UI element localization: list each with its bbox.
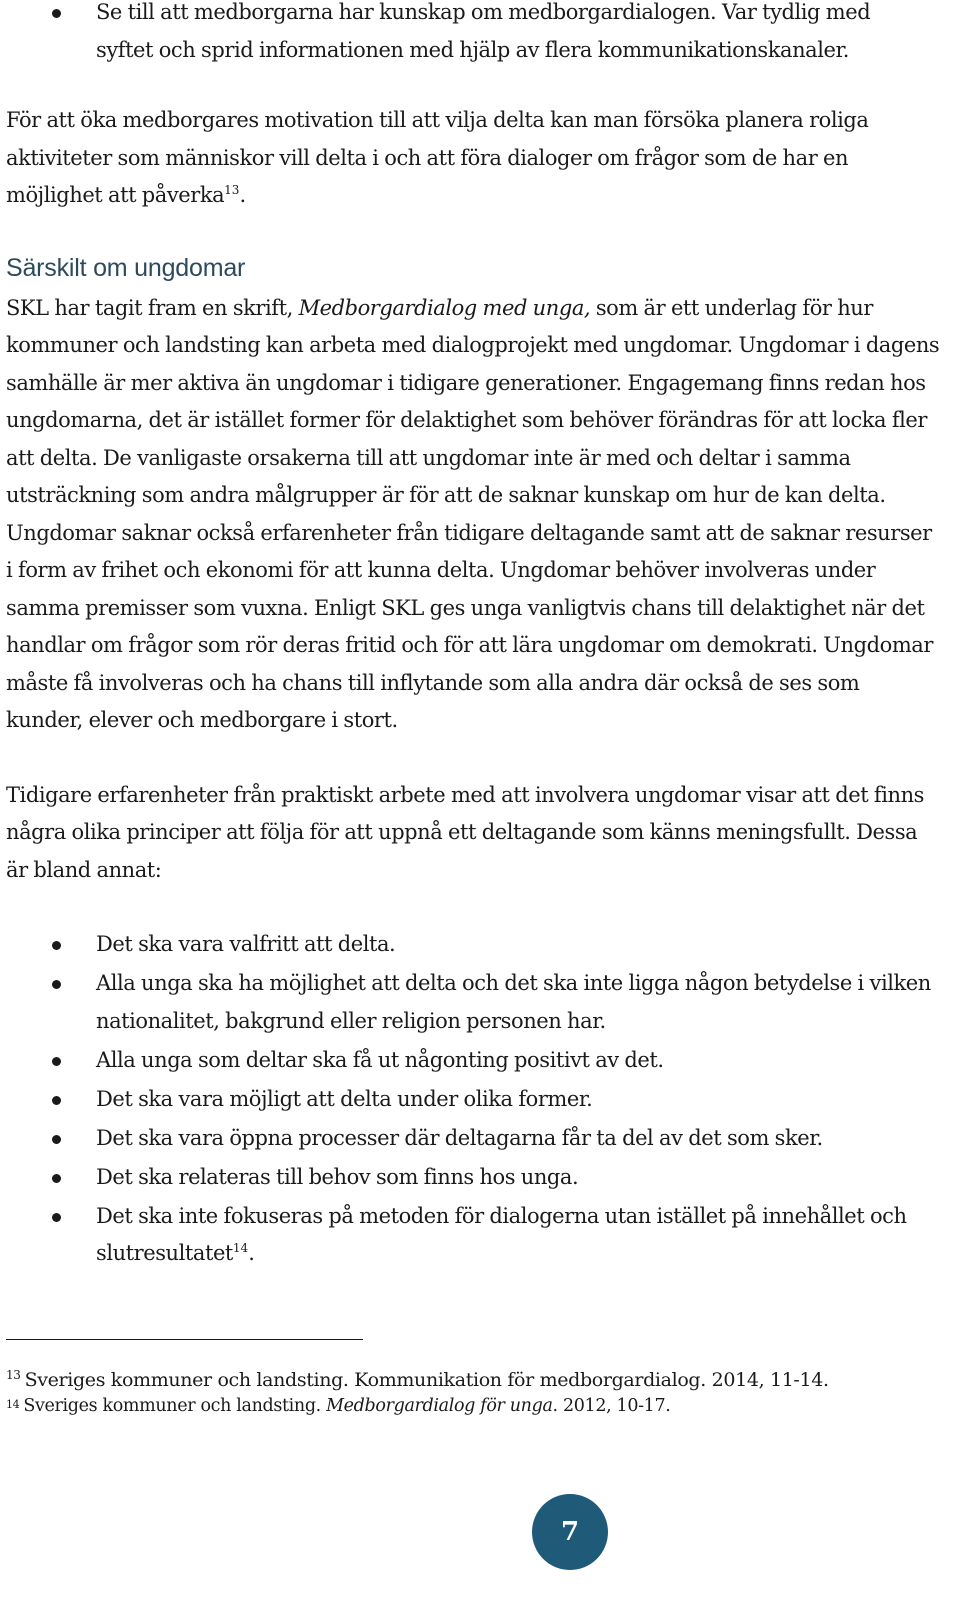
list-item-end: . <box>248 1241 255 1265</box>
list-item <box>6 1198 941 1273</box>
footnote-text: Sveriges kommuner och landsting. <box>23 1396 327 1416</box>
footnote-13 <box>6 1366 946 1394</box>
footnote-number: 14 <box>6 1398 20 1411</box>
list-item <box>6 965 941 1040</box>
footnotes <box>6 1366 946 1418</box>
footnote-ref: 14 <box>232 1241 249 1255</box>
list-item-line: Se till att medborgarna har kunskap om medborgardialogen. Var tydlig med <box>96 0 871 24</box>
bullet-icon <box>52 9 61 18</box>
footnote-divider <box>6 1339 363 1340</box>
list-item <box>6 1042 941 1080</box>
footnote-text: . 2012, 10-17. <box>552 1396 671 1416</box>
footnote-14 <box>6 1394 946 1418</box>
list-item-text: Alla unga ska ha möjlighet att delta och det ska inte ligga någon betydelse i vilken nationalitet, bakgrund eller religion personen har. <box>96 971 931 1033</box>
bullet-icon <box>52 1096 61 1105</box>
bullet-icon <box>52 1213 61 1222</box>
list-item-text: Det ska vara öppna processer där deltagarna får ta del av det som sker. <box>96 1125 823 1150</box>
publication-title: Medborgardialog med unga, <box>298 295 591 320</box>
list-item <box>6 1081 941 1119</box>
paragraph-skl <box>6 290 941 740</box>
page-number-badge: 7 <box>532 1494 608 1570</box>
list-item-line: syftet och sprid informationen med hjälp av flera kommunikationskanaler. <box>96 37 849 62</box>
paragraph-text: För att öka medborgares motivation till att vilja delta kan man försöka planera roliga aktiviteter som människor vill delta i och att föra dialoger om frågor som de har en möjlighet att påverka <box>6 108 869 207</box>
list-item <box>6 1159 941 1197</box>
bullet-icon <box>52 1174 61 1183</box>
list-item-text: Det ska vara möjligt att delta under olika former. <box>96 1086 593 1111</box>
footnote-ref: 13 <box>224 183 240 197</box>
paragraph-text: som är ett underlag för hur kommuner och landsting kan arbeta med dialogprojekt med ungdomar. Ungdomar i dagens samhälle är mer aktiva än ungdomar i tidigare generationer. Engagemang finns redan hos ungdomarna, det är istället former för delaktighet som behöver förändras för att locka fler att delta. De vanligaste orsakerna till att ungdomar inte är med och deltar i samma utsträckning som andra målgrupper är för att de saknar kunskap om hur de kan delta. Ungdomar saknar också erfarenheter från tidigare deltagande samt att de saknar resurser i form av frihet och ekonomi för att kunna delta. Ungdomar behöver involveras under samma premisser som vuxna. Enligt SKL ges unga vanligtvis chans till delaktighet när det handlar om frågor som rör deras fritid och för att lära ungdomar om demokrati. Ungdomar måste få involveras och ha chans till inflytande som alla andra där också de ses som kunder, elever och medborgare i stort. <box>6 295 940 732</box>
list-item <box>6 926 941 964</box>
footnote-number: 13 <box>6 1367 21 1382</box>
bullet-icon <box>52 941 61 950</box>
bullet-icon <box>52 980 61 989</box>
section-heading: Särskilt om ungdomar <box>6 253 246 282</box>
list-item-text: Det ska vara valfritt att delta. <box>96 932 396 956</box>
paragraph-principles-intro: Tidigare erfarenheter från praktiskt arbete med att involvera ungdomar visar att det finns några olika principer att följa för att uppnå ett deltagande som känns meningsfullt. Dessa är bland annat: <box>6 782 924 882</box>
document-page <box>6 0 946 1274</box>
top-bullet-list <box>6 0 946 69</box>
paragraph-end: . <box>239 183 246 207</box>
footnote-text: Sveriges kommuner och landsting. Kommunikation för medborgardialog. 2014, 11-14. <box>24 1369 829 1391</box>
principles-list <box>6 926 941 1273</box>
bullet-icon <box>52 1057 61 1066</box>
list-item-text: Alla unga som deltar ska få ut någonting positivt av det. <box>96 1047 664 1072</box>
footnote-title: Medborgardialog för unga <box>326 1396 553 1416</box>
paragraph-text: SKL har tagit fram en skrift, <box>6 295 299 320</box>
list-item-text: Det ska inte fokuseras på metoden för dialogerna utan istället på innehållet och slutresultatet <box>96 1203 907 1265</box>
list-item-text: Det ska relateras till behov som finns hos unga. <box>96 1164 579 1189</box>
bullet-icon <box>52 1135 61 1144</box>
list-item <box>6 0 946 69</box>
paragraph-motivation <box>6 102 941 215</box>
list-item <box>6 1120 941 1158</box>
